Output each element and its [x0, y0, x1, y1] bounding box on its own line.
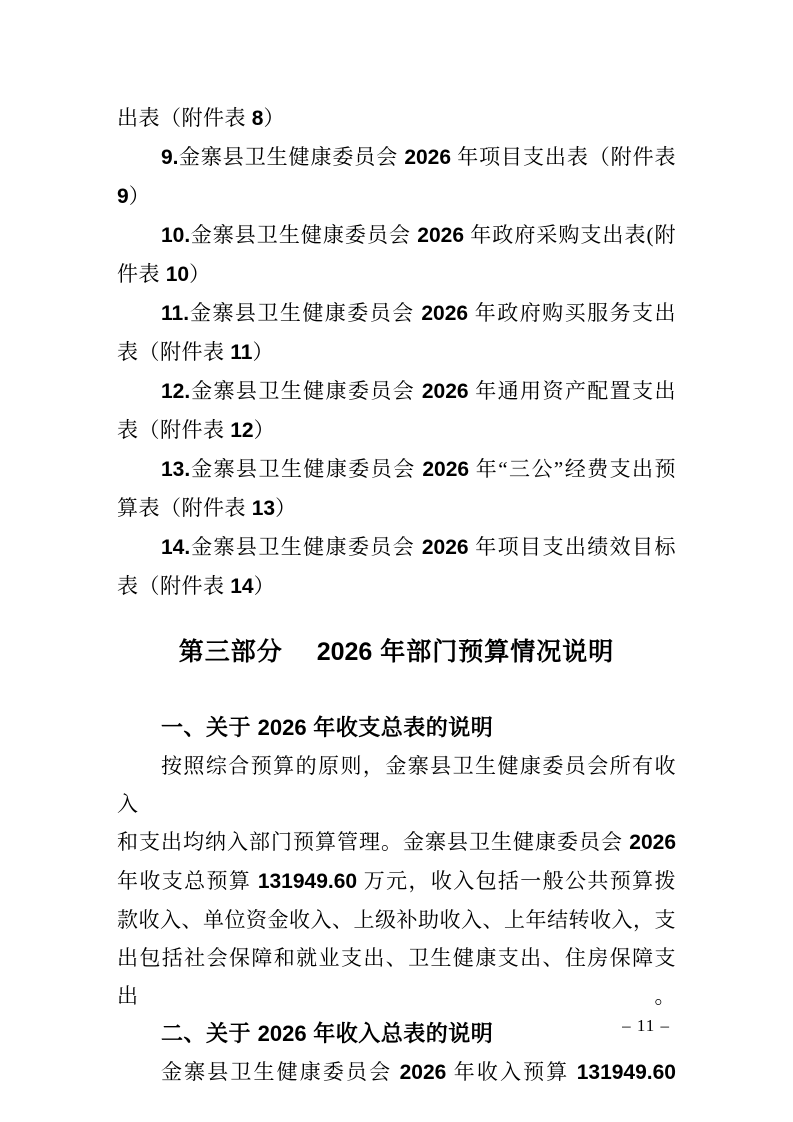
part3-heading: 第三部分 2026 年部门预算情况说明	[178, 638, 615, 666]
section1-heading: 一、关于 2026 年收支总表的说明	[161, 715, 494, 740]
body-line: 按照综合预算的原则，金寨县卫生健康委员会所有收入	[117, 754, 676, 816]
list-line: 表（附件表 12）	[117, 418, 276, 442]
page-content	[117, 99, 676, 1092]
list-line: 件表 10）	[117, 262, 211, 286]
list-line: 出表（附件表 8）	[117, 106, 285, 130]
section2-heading: 二、关于 2026 年收入总表的说明	[161, 1021, 494, 1046]
section1-body	[117, 747, 676, 1015]
list-line: 算表（附件表 13）	[117, 496, 297, 520]
body-line: 年收支总预算 131949.60 万元，收入包括一般公共预算拨	[117, 869, 677, 893]
body-line: 和支出均纳入部门预算管理。金寨县卫生健康委员会 2026	[117, 830, 676, 854]
list-line: 9）	[117, 184, 151, 208]
list-line: 13.金寨县卫生健康委员会 2026 年“三公”经费支出预	[161, 457, 676, 481]
body-line: 出包括社会保障和就业支出、卫生健康支出、住房保障支出。	[117, 946, 676, 1008]
list-line: 10.金寨县卫生健康委员会 2026 年政府采购支出表(附	[161, 223, 677, 247]
list-line: 9.金寨县卫生健康委员会 2026 年项目支出表（附件表	[161, 145, 677, 169]
list-line: 11.金寨县卫生健康委员会 2026 年政府购买服务支出	[161, 301, 676, 325]
body-line: 金寨县卫生健康委员会 2026 年收入预算 131949.60	[161, 1060, 676, 1084]
list-line: 表（附件表 11）	[117, 340, 274, 364]
page-number: – 11 –	[622, 1016, 670, 1035]
body-line: 款收入、单位资金收入、上级补助收入、上年结转收入，支	[117, 908, 676, 932]
section2-body	[117, 1053, 676, 1092]
list-line: 12.金寨县卫生健康委员会 2026 年通用资产配置支出	[161, 379, 677, 403]
list-line: 表（附件表 14）	[117, 574, 276, 598]
list-line: 14.金寨县卫生健康委员会 2026 年项目支出绩效目标	[161, 535, 677, 559]
attachment-list	[117, 99, 676, 606]
